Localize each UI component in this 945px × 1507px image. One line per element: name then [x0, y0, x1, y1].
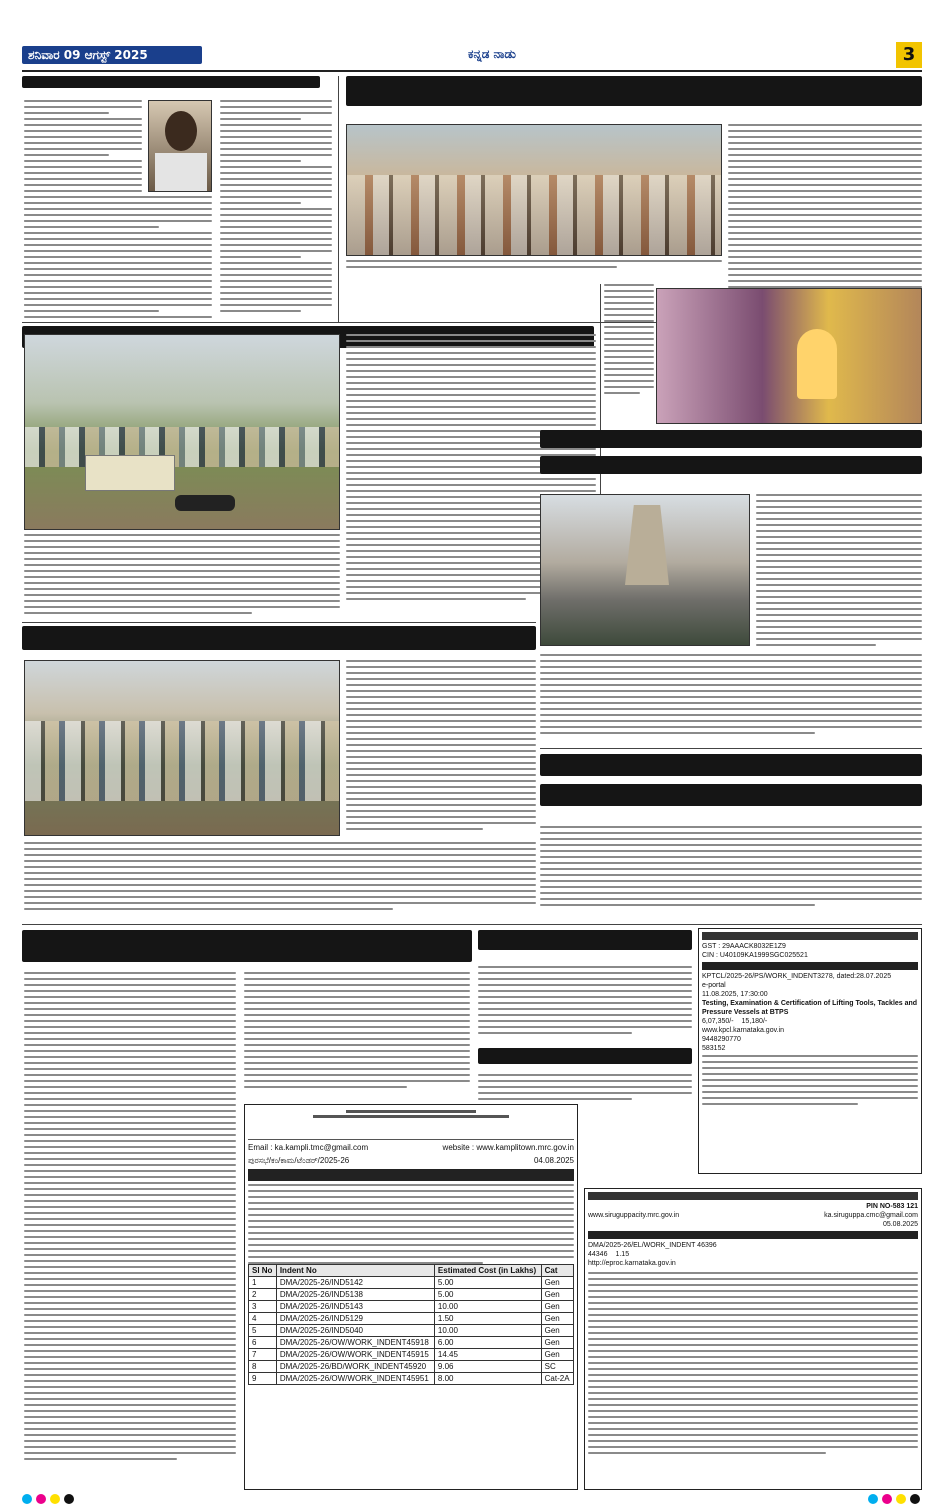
kptcl-amount: 6,07,350/- [702, 1018, 734, 1025]
kampli-table-cell: DMA/2025-26/IND5129 [276, 1313, 434, 1325]
kampli-table-cell: DMA/2025-26/OW/WORK_INDENT45951 [276, 1373, 434, 1385]
section-rule-4 [22, 924, 922, 925]
kampli-date: 04.08.2025 [533, 1156, 574, 1165]
page-number: 3 [896, 42, 922, 68]
kampli-table-cell: 8 [249, 1361, 277, 1373]
kampli-table-cell: Gen [541, 1337, 573, 1349]
siruguppa-portal: http://eproc.karnataka.gov.in [588, 1260, 676, 1267]
reg-dot-magenta [36, 1494, 46, 1504]
kampli-table-cell: DMA/2025-26/IND5138 [276, 1289, 434, 1301]
reg-dot-black-r [910, 1494, 920, 1504]
article-headline-2 [346, 76, 922, 112]
kampli-table-cell: 4 [249, 1313, 277, 1325]
kampli-table-cell: 10.00 [434, 1325, 541, 1337]
section-rule-3 [540, 748, 922, 749]
kampli-table-row [249, 1277, 574, 1289]
kampli-table-row [249, 1325, 574, 1337]
kampli-table-cell: Cat-2A [541, 1373, 573, 1385]
kampli-table-header: Indent No [276, 1265, 434, 1277]
kampli-website: website : www.kamplitown.mrc.gov.in [442, 1143, 574, 1152]
kampli-table-cell: Gen [541, 1277, 573, 1289]
article-headline-7 [22, 930, 472, 966]
kampli-email: Email : ka.kampli.tmc@gmail.com [248, 1143, 369, 1152]
kampli-table-cell: 1.50 [434, 1313, 541, 1325]
kampli-table-cell: DMA/2025-26/BD/WORK_INDENT45920 [276, 1361, 434, 1373]
kampli-table-row [249, 1373, 574, 1385]
kampli-table-cell: 7 [249, 1349, 277, 1361]
reg-dot-cyan-r [868, 1494, 878, 1504]
article-body-4a [756, 494, 922, 650]
article-body-7b [244, 972, 470, 1098]
kampli-table-cell: Gen [541, 1301, 573, 1313]
kampli-table-cell: 14.45 [434, 1349, 541, 1361]
article-body-5b [24, 842, 536, 918]
article-headline-8 [478, 930, 692, 960]
kampli-table-cell: 1 [249, 1277, 277, 1289]
kampli-table-cell: SC [541, 1361, 573, 1373]
drone-demo-photo [24, 334, 340, 530]
tender-notice-kptcl [698, 928, 922, 1174]
portrait-photo [148, 100, 212, 192]
kampli-table-cell: 5 [249, 1325, 277, 1337]
group-photo-school [346, 124, 722, 256]
kampli-table-header: Cat [541, 1265, 573, 1277]
kptcl-subject: Testing, Examination & Certification of Lifting Tools, Tackles and Pressure Vessels at BTPS [702, 1000, 918, 1016]
masthead [22, 44, 922, 70]
foundation-ceremony-photo [24, 660, 340, 836]
kampli-table-cell: Gen [541, 1349, 573, 1361]
kptcl-contact: 9448290770 [702, 1036, 741, 1043]
kampli-table-cell: 6 [249, 1337, 277, 1349]
kptcl-gst: GST : 29AAACK8032E1Z9 [702, 943, 786, 950]
masthead-rule [22, 70, 922, 72]
kptcl-pin: 583152 [702, 1045, 726, 1052]
reg-dot-yellow [50, 1494, 60, 1504]
siruguppa-work-indent: 44346 [588, 1251, 608, 1258]
kampli-table-row [249, 1361, 574, 1373]
kampli-table-cell: DMA/2025-26/IND5143 [276, 1301, 434, 1313]
kampli-table-cell: DMA/2025-26/OW/WORK_INDENT45915 [276, 1349, 434, 1361]
temple-gopura-photo [540, 494, 750, 646]
newspaper-logo: ಕನ್ನಡ ನಾಡು [468, 47, 516, 61]
article-body-8 [478, 966, 692, 1042]
article-body-6 [540, 826, 922, 918]
kptcl-date: 11.08.2025, 17:30:00 [702, 991, 768, 998]
kptcl-site: www.kpcl.karnataka.gov.in [702, 1027, 784, 1034]
column-divider [338, 76, 339, 322]
article-body-7a [24, 972, 236, 1488]
kampli-table-row [249, 1349, 574, 1361]
article-headline-4 [540, 430, 922, 486]
article-body-4b [540, 654, 922, 744]
photo-caption-2 [346, 260, 722, 278]
kampli-table-cell: Gen [541, 1313, 573, 1325]
article-body-9 [478, 1074, 692, 1104]
kampli-table-cell: DMA/2025-26/IND5142 [276, 1277, 434, 1289]
siruguppa-web: www.siruguppacity.mrc.gov.in [588, 1212, 680, 1219]
article-headline-9 [478, 1048, 692, 1068]
kampli-tender-table [248, 1264, 574, 1385]
kampli-table-cell: 5.00 [434, 1289, 541, 1301]
article-body-1c [24, 196, 212, 322]
kptcl-cin: CIN : U40109KA1999SGC025521 [702, 952, 808, 959]
kampli-table-cell: 3 [249, 1301, 277, 1313]
siruguppa-amount: 1.15 [615, 1251, 630, 1258]
section-rule-2 [22, 622, 536, 623]
kampli-table-row [249, 1289, 574, 1301]
kampli-table-cell: 10.00 [434, 1301, 541, 1313]
kampli-table-cell: Gen [541, 1289, 573, 1301]
kampli-table-cell: DMA/2025-26/IND5040 [276, 1325, 434, 1337]
kampli-table-row [249, 1337, 574, 1349]
kampli-table-header: Estimated Cost (in Lakhs) [434, 1265, 541, 1277]
article-headline-5 [22, 626, 536, 654]
siruguppa-email: ka.siruguppa.cmc@gmail.com [824, 1212, 918, 1219]
reg-dot-cyan [22, 1494, 32, 1504]
kampli-table-cell: 2 [249, 1289, 277, 1301]
temple-side-caption [604, 284, 654, 424]
tender-notice-siruguppa [584, 1188, 922, 1490]
kampli-table-row [249, 1313, 574, 1325]
kptcl-emd: 15,180/- [741, 1018, 768, 1025]
article-body-5a [346, 660, 536, 838]
kampli-table-row [249, 1301, 574, 1313]
kptcl-portal: e-portal [702, 982, 726, 989]
kampli-doc-no: ಪುರಸಭೆ/ಕಂ/ಕಾಮ/ಟೆಂಡರ್/2025-26 [248, 1156, 350, 1165]
date-label: ಶನಿವಾರ 09 ಆಗಸ್ಟ್ 2025 [22, 46, 202, 64]
kampli-table-header: Sl No [249, 1265, 277, 1277]
siruguppa-date: 05.08.2025 [882, 1221, 918, 1228]
kptcl-ref: KPTCL/2025-26/PS/WORK_INDENT3278, dated:28.07.2025 [702, 973, 892, 980]
reg-dot-magenta-r [882, 1494, 892, 1504]
article-headline-6 [540, 754, 922, 818]
reg-dot-black [64, 1494, 74, 1504]
kampli-table-cell: 9.06 [434, 1361, 541, 1373]
kampli-table-cell: 5.00 [434, 1277, 541, 1289]
kampli-table-cell: DMA/2025-26/OW/WORK_INDENT45918 [276, 1337, 434, 1349]
siruguppa-doc-no: DMA/2025-26/EL/WORK_INDENT 46396 [588, 1242, 717, 1249]
kampli-table-cell: Gen [541, 1325, 573, 1337]
reg-dot-yellow-r [896, 1494, 906, 1504]
registration-marks [22, 1494, 922, 1506]
kampli-table-cell: 9 [249, 1373, 277, 1385]
article-headline-1 [22, 76, 332, 94]
kampli-table-cell: 6.00 [434, 1337, 541, 1349]
article-body-1b [220, 100, 332, 320]
tender-notice-kampli [244, 1104, 578, 1490]
siruguppa-pin: PIN NO-583 121 [866, 1203, 918, 1210]
temple-pooja-photo [656, 288, 922, 424]
drone-photo-caption [24, 534, 340, 618]
kampli-table-cell: 8.00 [434, 1373, 541, 1385]
